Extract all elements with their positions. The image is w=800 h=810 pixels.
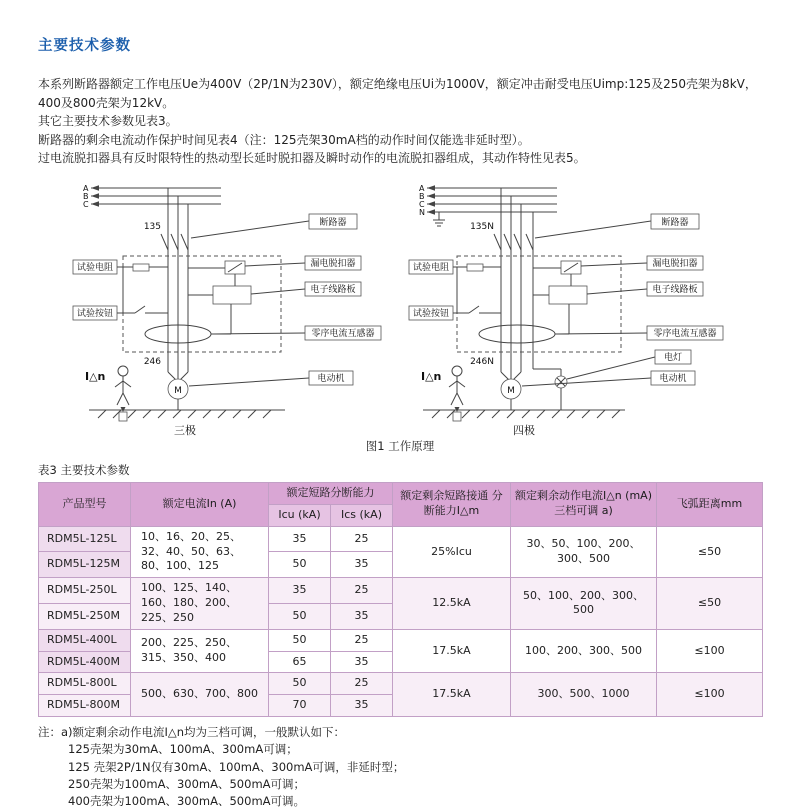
arrow-icon [427,185,435,215]
cell-icu: 35 [269,578,331,604]
label-motor [522,371,695,386]
cell-idn: 100、200、300、500 [511,629,657,673]
cell-ics: 25 [331,526,393,552]
svg-text:试验电阻: 试验电阻 [412,262,450,273]
terminal-numbers-top: 135N [470,221,494,232]
pole-caption: 四极 [513,423,535,437]
cell-icu: 70 [269,695,331,717]
breaker-contacts [161,234,188,250]
test-resistor-symbol [123,264,168,313]
body-paragraph: 断路器的剩余电流动作保护时间见表4（注：125壳架30mA档的动作时间仅能选非延时型）。 [38,132,530,147]
phase-label-n: N [419,207,425,217]
cell-idn: 30、50、100、200、300、500 [511,526,657,578]
four-pole-diagram [409,174,727,438]
svg-text:漏电脱扣器: 漏电脱扣器 [310,258,356,269]
svg-text:电子线路板: 电子线路板 [310,284,356,295]
leakage-release-symbol [533,261,581,286]
cell-ics: 25 [331,578,393,604]
cell-model: RDM5L-400M [39,651,131,673]
svg-text:M: M [174,385,182,396]
zct-symbol [479,304,569,343]
label-zct [213,326,381,340]
phase-label-b: B [419,191,425,201]
svg-text:试验按钮: 试验按钮 [412,308,450,319]
col-header-idm: 额定剩余短路接通 分断能力I△m [393,482,511,526]
label-breaker [535,214,699,238]
phase-label-c: C [419,199,425,209]
cell-ics: 35 [331,603,393,629]
cell-model: RDM5L-250M [39,603,131,629]
cell-ics: 35 [331,552,393,578]
note-item: 125壳架为30mA、100mA、300mA可调； [68,742,298,757]
person-figure [115,366,131,421]
svg-text:M: M [507,385,515,396]
test-resistor-symbol [457,264,501,313]
table-title: 表3 主要技术参数 [38,462,130,477]
body-paragraph: 其它主要技术参数见表3。 [38,114,178,129]
cell-ics: 25 [331,629,393,651]
pole-conductors [501,188,533,379]
note-item: 250壳架为100mA、300mA、500mA可调； [68,776,306,791]
col-header-icu: Icu (kA) [269,504,331,526]
label-circuit-board [587,282,703,296]
test-button-symbol [457,306,501,313]
cell-arc: ≤50 [657,526,763,578]
table-row [39,578,763,604]
cell-idm: 17.5kA [393,673,511,717]
col-header-arc: 飞弧距离mm [657,482,763,526]
body-paragraph: 过电流脱扣器具有反时限特性的热动型长延时脱扣器及瞬时动作的电流脱扣器组成，其动作特性见表5。 [38,151,586,166]
cell-model: RDM5L-125L [39,526,131,552]
col-header-current: 额定电流In (A) [131,482,269,526]
body-paragraph: 本系列断路器额定工作电压Ue为400V（2P/1N为230V），额定绝缘电压Ui为1000V，额定冲击耐受电压Uimp:125及250壳架为8kV，400及800壳架为12kV。 [38,77,757,110]
cell-icu: 35 [269,526,331,552]
cell-ics: 35 [331,695,393,717]
breaker-contacts [494,234,533,250]
lamp-icon [533,369,567,410]
label-leakage-release [581,256,703,270]
label-zct [557,326,723,340]
cell-arc: ≤50 [657,578,763,630]
header-row-1 [39,482,763,504]
figure-caption: 图1 工作原理 [365,438,435,453]
table-row [39,629,763,651]
label-test-resistor [73,260,123,274]
col-header-idn: 额定剩余动作电流I△n (mA) 三档可调 a) [511,482,657,526]
note-item: 125 壳架2P/1N仅有30mA、100mA、300mA可调，非延时型； [68,759,405,774]
terminal-numbers-top: 135 [143,221,161,232]
label-leakage-release [245,256,361,270]
label-test-button [73,306,123,320]
cell-icu: 50 [269,629,331,651]
test-button-symbol [123,306,168,313]
cell-icu: 65 [269,651,331,673]
intro-paragraphs [38,75,762,168]
svg-text:漏电脱扣器: 漏电脱扣器 [652,258,698,269]
svg-text:零序电流互感器: 零序电流互感器 [311,328,375,339]
label-circuit-board [251,282,361,296]
cell-model: RDM5L-800M [39,695,131,717]
cell-current: 500、630、700、800 [131,673,269,717]
cell-model: RDM5L-800L [39,673,131,695]
cell-model: RDM5L-400L [39,629,131,651]
person-figure [449,366,465,421]
cell-ics: 35 [331,651,393,673]
phase-label-a: A [83,183,89,193]
svg-text:电动机: 电动机 [659,373,687,384]
svg-text:试验电阻: 试验电阻 [76,262,114,273]
cell-arc: ≤100 [657,629,763,673]
note-intro: 注：a)额定剩余动作电流I△n均为三档可调，一般默认如下： [38,725,346,740]
cell-idm: 25%Icu [393,526,511,578]
cell-idm: 12.5kA [393,578,511,630]
svg-text:电灯: 电灯 [663,352,683,363]
phase-lines [83,184,221,209]
svg-text:电子线路板: 电子线路板 [652,284,698,295]
phase-label-c: C [83,199,89,209]
note-item: 400壳架为100mA、300mA、500mA可调。 [68,794,306,809]
label-motor [189,371,353,386]
svg-text:试验按钮: 试验按钮 [76,308,114,319]
notes [38,724,762,810]
cell-current: 10、16、20、25、32、40、50、63、80、100、125 [131,526,269,578]
table-row [39,673,763,695]
label-test-button [409,306,457,320]
cell-idn: 50、100、200、300、500 [511,578,657,630]
cell-idm: 17.5kA [393,629,511,673]
residual-current-label: I△n [85,369,106,383]
cell-ics: 25 [331,673,393,695]
table-row [39,526,763,552]
col-header-breaking: 额定短路分断能力 [269,482,393,504]
phase-lines [419,184,557,217]
pole-conductors [168,188,188,379]
pole-caption: 三极 [174,423,196,437]
cell-current: 100、125、140、160、180、200、225、250 [131,578,269,630]
svg-text:零序电流互感器: 零序电流互感器 [653,328,717,339]
circuit-board-symbol [188,286,251,304]
svg-text:断路器: 断路器 [661,217,689,228]
cell-icu: 50 [269,673,331,695]
figure-wiring-diagrams [38,174,762,438]
label-test-resistor [409,260,457,274]
cell-icu: 50 [269,552,331,578]
page-title: 主要技术参数 [38,38,131,54]
col-header-model: 产品型号 [39,482,131,526]
col-header-ics: Ics (kA) [331,504,393,526]
cell-arc: ≤100 [657,673,763,717]
phase-label-b: B [83,191,89,201]
cell-icu: 50 [269,603,331,629]
phase-label-a: A [419,183,425,193]
ground-hatching [89,410,285,418]
terminal-numbers-bottom: 246 [143,356,161,367]
spec-table [38,482,763,717]
three-pole-diagram [73,174,383,438]
cell-current: 200、225、250、315、350、400 [131,629,269,673]
svg-text:断路器: 断路器 [319,217,347,228]
cell-model: RDM5L-250L [39,578,131,604]
terminal-numbers-bottom: 246N [470,356,494,367]
cell-model: RDM5L-125M [39,552,131,578]
label-breaker [191,214,357,238]
residual-current-label: I△n [421,369,442,383]
svg-text:电动机: 电动机 [317,373,345,384]
leakage-release-symbol [188,261,245,286]
cell-idn: 300、500、1000 [511,673,657,717]
circuit-board-symbol [533,286,587,304]
